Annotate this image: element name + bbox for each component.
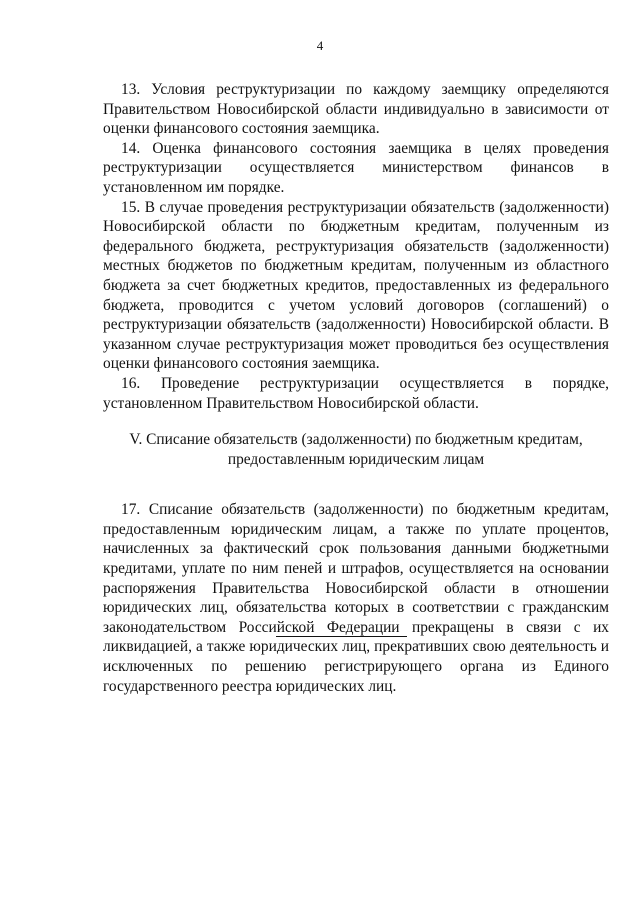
page-number: 4 [316, 38, 324, 53]
section-heading-line-2: предоставленным юридическим лицам [227, 450, 485, 468]
paragraph-17: 17. Списание обязательств (задолженности) по бюджетным кредитам, предоставленным юридическим лицам, а также по уплате процентов, начисленных за фактический срок пользования данными бюджетными кредитами, уплате по ним пеней и штрафов, осуществляется на основании распоряжения Правительства Новосибирской области в отношении юридических лиц, обязательства которых в соответствии с гражданским законодательством Российской Федерации прекращены в связи с их ликвидацией, а также юридических лиц, прекративших свою деятельность и исключенных по решению регистрирующего органа из Единого государственного реестра юридических лиц. [103, 501, 609, 695]
section-heading [103, 430, 609, 469]
section-heading-line-1: V. Списание обязательств (задолженности) по бюджетным кредитам, [129, 431, 583, 449]
paragraph-16: 16. Проведение реструктуризации осуществляется в порядке, установленном Правительством Новосибирской области. [103, 374, 609, 412]
document-body [103, 80, 609, 696]
paragraph-14: 14. Оценка финансового состояния заемщика в целях проведения реструктуризации осуществляется министерством финансов в установленном им порядке. [103, 139, 609, 196]
paragraph-15: 15. В случае проведения реструктуризации обязательств (задолженности) Новосибирской области по бюджетным кредитам, полученным из федерального бюджета, реструктуризация обязательств (задолженности) местных бюджетов по бюджетным кредитам, полученным из областного бюджета за счет бюджетных кредитов, предоставленных из федерального бюджета, проводится с учетом условий договоров (соглашений) о реструктуризации обязательств (задолженности) Новосибирской области. В указанном случае реструктуризация может проводиться без осуществления оценки финансового состояния заемщика. [103, 198, 609, 373]
paragraph-13: 13. Условия реструктуризации по каждому заемщику определяются Правительством Новосибирской области индивидуально в зависимости от оценки финансового состояния заемщика. [103, 81, 609, 138]
document-end-rule [276, 636, 407, 637]
